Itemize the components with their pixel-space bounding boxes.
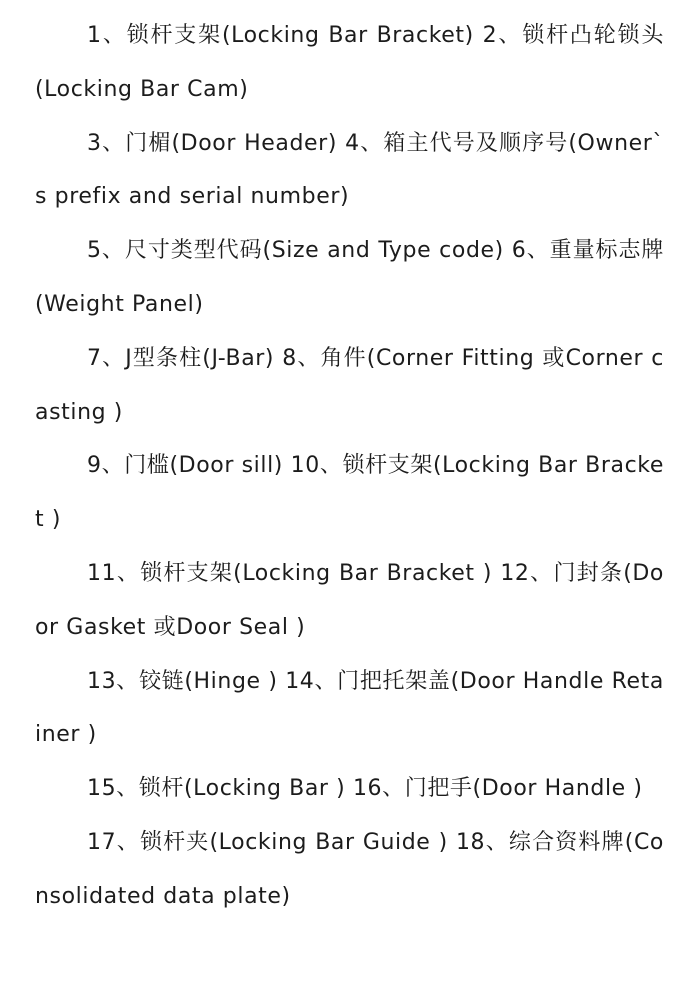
paragraph-4: 7、J型条柱(J-Bar) 8、角件(Corner Fitting 或Corner casting ) <box>35 345 664 425</box>
paragraph-2: 3、门楣(Door Header) 4、箱主代号及顺序号(Owner`s prefix and serial number) <box>35 130 664 210</box>
paragraph-6: 11、锁杆支架(Locking Bar Bracket ) 12、门封条(Door Gasket 或Door Seal ) <box>35 560 664 640</box>
paragraph-3: 5、尺寸类型代码(Size and Type code) 6、重量标志牌(Weight Panel) <box>35 238 664 317</box>
document-body <box>35 9 664 924</box>
paragraph-7: 13、铰链(Hinge ) 14、门把托架盖(Door Handle Retainer ) <box>35 668 664 748</box>
paragraph-8: 15、锁杆(Locking Bar ) 16、门把手(Door Handle ) <box>87 776 643 802</box>
paragraph-5: 9、门槛(Door sill) 10、锁杆支架(Locking Bar Bracket ) <box>35 453 664 533</box>
paragraph-9: 17、锁杆夹(Locking Bar Guide ) 18、综合资料牌(Consolidated data plate) <box>35 829 664 909</box>
paragraph-1: 1、锁杆支架(Locking Bar Bracket) 2、锁杆凸轮锁头(Locking Bar Cam) <box>35 23 664 102</box>
